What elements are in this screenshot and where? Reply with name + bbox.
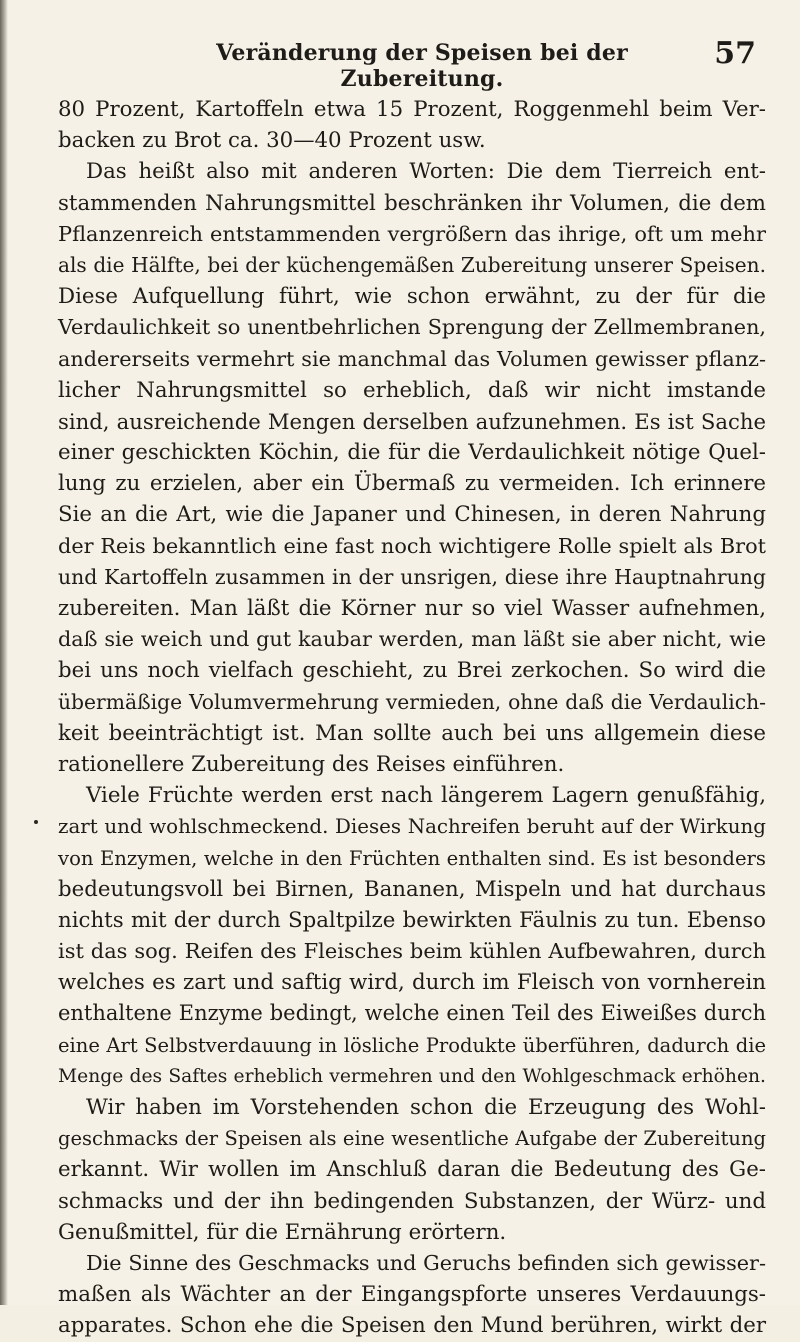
text-line: Viele Früchte werden erst nach längerem Lagern genußfähig, <box>86 783 766 809</box>
text-line: stammenden Nahrungsmittel beschränken ihr Volumen, die dem <box>58 190 766 216</box>
text-line: licher Nahrungsmittel so erheblich, daß wir nicht imstande <box>58 377 766 403</box>
text-line: Sie an die Art, wie die Japaner und Chinesen, in deren Nahrung <box>58 502 766 528</box>
text-line: eine Art Selbstverdauung in lösliche Produkte überführen, dadurch die <box>58 1033 766 1057</box>
text-line: der Reis bekanntlich eine fast noch wichtigere Rolle spielt als Brot <box>58 533 766 558</box>
text-line: backen zu Brot ca. 30—40 Prozent usw. <box>58 128 486 154</box>
text-line: 80 Prozent, Kartoffeln etwa 15 Prozent, Roggenmehl beim Ver- <box>58 97 766 122</box>
text-line: maßen als Wächter an der Eingangspforte unseres Verdauungs- <box>58 1282 766 1308</box>
text-line: enthaltene Enzyme bedingt, welche einen Teil des Eiweißes durch <box>58 1001 766 1026</box>
page-header <box>0 36 800 92</box>
text-line: Menge des Saftes erheblich vermehren und den Wohlgeschmack erhöhen. <box>58 1065 766 1087</box>
text-line: zubereiten. Man läßt die Körner nur so viel Wasser aufnehmen, <box>58 596 766 621</box>
text-line: daß sie weich und gut kaubar werden, man läßt sie aber nicht, wie <box>58 627 766 652</box>
text-line: zart und wohlschmeckend. Dieses Nachreifen beruht auf der Wirkung <box>58 815 766 839</box>
running-title: Veränderung der Speisen bei der Zubereitung. <box>216 40 628 92</box>
text-line: keit beeinträchtigt ist. Man sollte auch bei uns allgemein diese <box>58 720 766 746</box>
text-line: bei uns noch vielfach geschieht, zu Brei zerkochen. So wird die <box>58 658 766 684</box>
text-line: und Kartoffeln zusammen in der unsrigen, diese ihre Hauptnahrung <box>58 564 766 589</box>
ink-speck <box>34 820 38 824</box>
text-line: nichts mit der durch Spaltpilze bewirkten Fäulnis zu tun. Ebenso <box>58 907 766 933</box>
body-text <box>58 94 766 1342</box>
text-line: Diese Aufquellung führt, wie schon erwähnt, zu der für die <box>58 284 766 310</box>
text-line: welches es zart und saftig wird, durch im Fleisch von vornherein <box>58 970 766 996</box>
text-line: rationellere Zubereitung des Reises einführen. <box>58 751 565 777</box>
text-line: Genußmittel, für die Ernährung erörtern. <box>58 1219 507 1245</box>
text-line: einer geschickten Köchin, die für die Verdaulichkeit nötige Quel- <box>58 440 766 466</box>
text-line: Die Sinne des Geschmacks und Geruchs befinden sich gewisser- <box>86 1250 766 1275</box>
text-line: lung zu erzielen, aber ein Übermaß zu vermeiden. Ich erinnere <box>58 471 766 497</box>
text-line: als die Hälfte, bei der küchengemäßen Zubereitung unserer Speisen. <box>58 252 766 277</box>
text-line: erkannt. Wir wollen im Anschluß daran die Bedeutung des Ge- <box>58 1157 766 1183</box>
text-line: schmacks und der ihn bedingenden Substanzen, der Würz- und <box>58 1188 766 1214</box>
text-line: Wir haben im Vorstehenden schon die Erzeugung des Wohl- <box>86 1095 766 1120</box>
text-line: Pflanzenreich entstammenden vergrößern das ihrige, oft um mehr <box>58 221 766 246</box>
text-line: von Enzymen, welche in den Früchten enthalten sind. Es ist besonders <box>58 846 766 870</box>
text-line: Verdaulichkeit so unentbehrlichen Sprengung der Zellmembranen, <box>58 315 766 340</box>
text-line: bedeutungsvoll bei Birnen, Bananen, Mispeln und hat durchaus <box>58 876 766 902</box>
page-binding-edge <box>0 0 8 1305</box>
text-line: geschmacks der Speisen als eine wesentliche Aufgabe der Zubereitung <box>58 1127 766 1151</box>
text-line: andererseits vermehrt sie manchmal das Volumen gewisser pflanz- <box>58 346 766 371</box>
text-line: ist das sog. Reifen des Fleisches beim kühlen Aufbewahren, durch <box>58 939 766 964</box>
text-line: apparates. Schon ehe die Speisen den Mund berühren, wirkt der <box>58 1313 766 1339</box>
text-line: übermäßige Volumvermehrung vermieden, ohne daß die Verdaulich- <box>58 689 766 714</box>
text-line: sind, ausreichende Mengen derselben aufzunehmen. Es ist Sache <box>58 408 766 434</box>
text-line: Das heißt also mit anderen Worten: Die dem Tierreich ent- <box>86 159 766 185</box>
page-number: 57 <box>714 36 756 71</box>
